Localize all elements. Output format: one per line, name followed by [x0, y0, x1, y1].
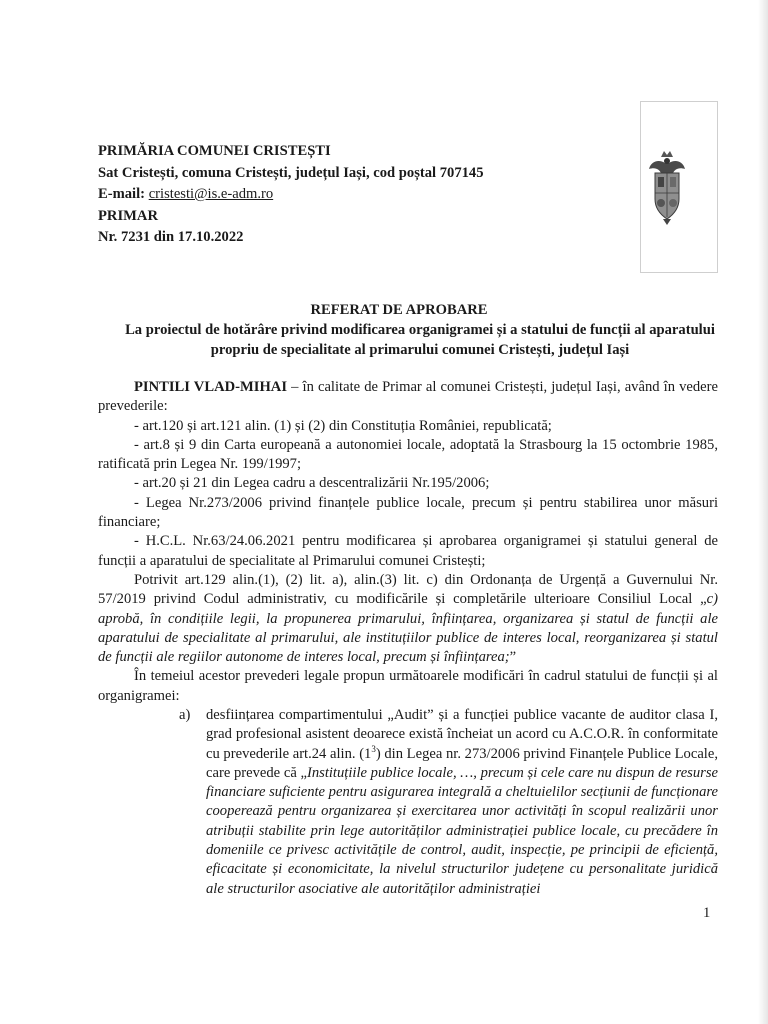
legal-basis-quote: c) aprobă, în condițiile legii, la propunerea primarului, înființarea, organizarea și statul de funcții ale aparatului de specialitate al primarului, ale instituțiilor publice de interes local, reorganizarea și statul de funcții ale regiilor autonome de interes local, precum și înființarea;	[98, 591, 718, 666]
mayor-name: PINTILI VLAD-MIHAI	[134, 379, 288, 395]
registration-number: Nr. 7231 din 17.10.2022	[98, 229, 244, 245]
document-body	[98, 378, 718, 706]
intro-text: – în calitate de Primar al comunei Cristești, județul Iași, având în vedere prevederile:	[98, 379, 718, 415]
scan-edge	[758, 0, 768, 1024]
email-label: E-mail:	[98, 186, 146, 202]
coat-of-arms-icon	[645, 147, 689, 225]
role-label: PRIMAR	[98, 207, 158, 224]
intro-paragraph	[98, 378, 718, 417]
item-a-superscript: 3	[371, 743, 376, 754]
document-subtitle: La proiectul de hotărâre privind modificarea organigramei și a statului de funcții al aparatului propriu de specialitate al primarului comunei Cristești, județul Iași	[125, 322, 715, 358]
list-marker: a)	[179, 707, 191, 723]
page-number: 1	[703, 905, 711, 921]
provision-item: - art.120 și art.121 alin. (1) și (2) din Constituția României, republicată;	[134, 417, 552, 434]
provision-item: - H.C.L. Nr.63/24.06.2021 pentru modificarea și aprobarea organigramei și statului general de funcții a aparatului de specialitate al Primarului comunei Cristești;	[98, 533, 718, 569]
legal-basis-paragraph	[98, 571, 718, 667]
item-a-text-2: ) din Legea nr. 273/2006 privind Finanțele Publice Locale, care prevede că „	[206, 745, 718, 781]
letterhead	[98, 141, 618, 249]
provision-item: - Legea Nr.273/2006 privind finanțele publice locale, precum și pentru stabilirea unor măsuri financiare;	[98, 494, 718, 531]
email-link[interactable]: cristesti@is.e-adm.ro	[148, 186, 274, 202]
institution-address: Sat Cristești, comuna Cristești, județul Iași, cod poștal 707145	[98, 164, 484, 181]
legal-basis-close: ”	[509, 649, 517, 666]
proposal-item-a	[206, 706, 718, 899]
provision-item: - art.20 și 21 din Legea cadru a descentralizării Nr.195/2006;	[134, 475, 490, 492]
email-line	[98, 184, 618, 206]
item-a-text: desființarea compartimentului „Audit” și a funcției publice vacante de auditor clasa I, grad profesional asistent deoarece există încheiat un acord cu A.C.O.R. în conformitate cu prevederile art.24 alin. (1	[206, 707, 718, 762]
document-title: REFERAT DE APROBARE	[310, 302, 488, 318]
proposal-list	[152, 706, 718, 899]
proposal-intro: În temeiul acestor prevederi legale propun următoarele modificări în cadrul statului de funcții și al organigramei:	[98, 668, 718, 704]
institution-name: PRIMĂRIA COMUNEI CRISTEȘTI	[98, 143, 331, 159]
legal-basis-text: Potrivit art.129 alin.(1), (2) lit. a), alin.(3) lit. c) din Ordonanța de Urgență a Guvernului Nr. 57/2019 privind Codul administrativ, cu modificările și completările ulterioare Consiliul Local „	[98, 571, 718, 608]
provision-item: - art.8 și 9 din Carta europeană a autonomiei locale, adoptată la Strasbourg la 15 octombrie 1985, ratificată prin Legea Nr. 199/1997;	[98, 436, 718, 473]
item-a-quote: Instituțiile publice locale, …, precum și cele care nu dispun de resurse financiare suficiente pentru asigurarea integrală a cheltuielilor secțiunii de funcționare cooperează pentru organizarea și exercitarea unor activități în scopul realizării unor atribuții stabilite prin lege autorităților administrației publice locale, cu precădere în domeniile ce privesc activitățile de control, audit, inspecție, pe principii de eficiență, eficacitate și economicitate, la nivelul structurilor județene cu personalitate juridică ale structurilor asociative ale autorităților administrației	[206, 764, 718, 897]
